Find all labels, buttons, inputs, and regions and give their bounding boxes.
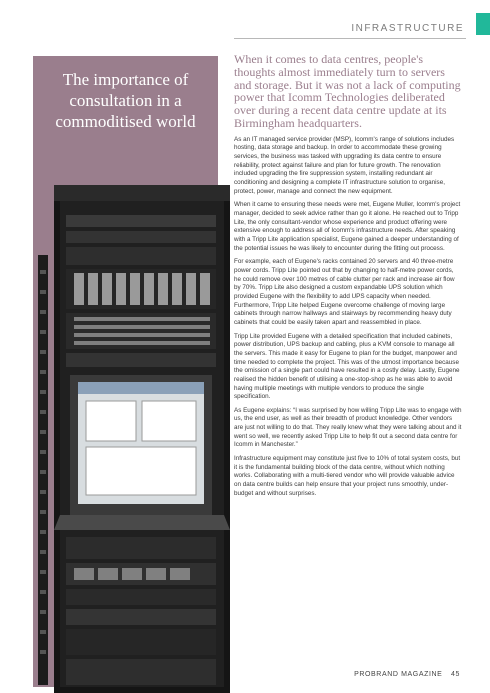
section-header bbox=[0, 0, 490, 44]
page-footer bbox=[348, 671, 460, 678]
paragraph: As an IT managed service provider (MSP), Icomm's range of solutions includes hosting, data storage and backup. In order to accommodate these growing services, the business was tasked with upgrading its data centre to ensure reliability, protect against failure and plan for future growth. The renovation included upgrading the fire suppression system, installing redundant air conditioning and designing a complete IT infrastructure solution to organise, protect, power, manage and connect the new equipment. bbox=[234, 135, 455, 195]
standfirst: When it comes to data centres, people's thoughts almost immediately turn to servers and storage. But it was not a lack of computing power that Icomm Technologies deliberated over during a recent data centre update at its Birmingham headquarters. bbox=[234, 52, 461, 130]
paragraph: When it came to ensuring these needs were met, Eugene Muller, Icomm's project manager, decided to seek advice rather than go it alone. He reached out to Tripp Lite, the only consultant-vendor whose experience and product offering were extensive enough to address all of Icomm's infrastructure needs. After speaking with a Tripp Lite application specialist, Eugene gained a deeper understanding of the potential issues he was likely to encounter during the fitting out process. bbox=[234, 201, 461, 252]
server-units bbox=[66, 215, 216, 367]
paragraph: Infrastructure equipment may constitute just five to 10% of total system costs, but it is the fundamental building block of the data centre, without which nothing works. Collaborating with a multi-tiered vendor who will provide valuable advice on data centre builds can help ensure that your project runs smoothly, under-budget and without surprises. bbox=[234, 455, 461, 497]
header-rule bbox=[234, 38, 466, 39]
accent-tab bbox=[476, 13, 490, 35]
article-body bbox=[234, 53, 462, 503]
article-title: The importance of consultation in a commoditised world bbox=[55, 70, 196, 131]
section-label: INFRASTRUCTURE bbox=[351, 23, 464, 34]
magazine-name: PROBRAND MAGAZINE bbox=[354, 671, 443, 678]
paragraph: As Eugene explains: “I was surprised by how willing Tripp Lite was to engage with us, the end user, as well as their breadth of product knowledge. Other vendors are just not willing to do that. They really knew what they were talking about and it went so well, we recently asked Tripp Lite to help fit out a second data centre for Icomm in Manchester.” bbox=[234, 406, 462, 449]
keyboard-tray bbox=[54, 515, 230, 530]
paragraph: Tripp Lite provided Eugene with a detailed specification that included cabinets, power distribution, UPS backup and cabling, plus a KVM console to manage all the servers. This made it easy for Eugene to plan for the budget, manpower and time needed to complete the project. This was of the utmost importance because the omission of a single part could have resulted in a costly delay. Lastly, Eugene realised the hidden benefit of utilising a one-stop-shop as he was able to avoid having multiple meetings with multiple vendors to produce the single specification. bbox=[234, 332, 460, 401]
server-rack-image bbox=[30, 185, 230, 693]
paragraph: For example, each of Eugene's racks contained 20 servers and 40 three-metre power cords. Tripp Lite pointed out that by changing to half-metre power cords, he could remove over 100 metres of cable clutter per rack and increase air flow by 70%. Tripp Lite also designed a custom expandable UPS solution which provided Eugene with the flexibility to add UPS capacity when needed. Furthermore, Tripp Lite helped Eugene overcome challenge of moving large cabinets through narrow hallways and stairways by recommending heavy duty cabinets that could be easily taken apart and reassembled in place. bbox=[234, 258, 455, 326]
page-number: 45 bbox=[451, 671, 460, 678]
